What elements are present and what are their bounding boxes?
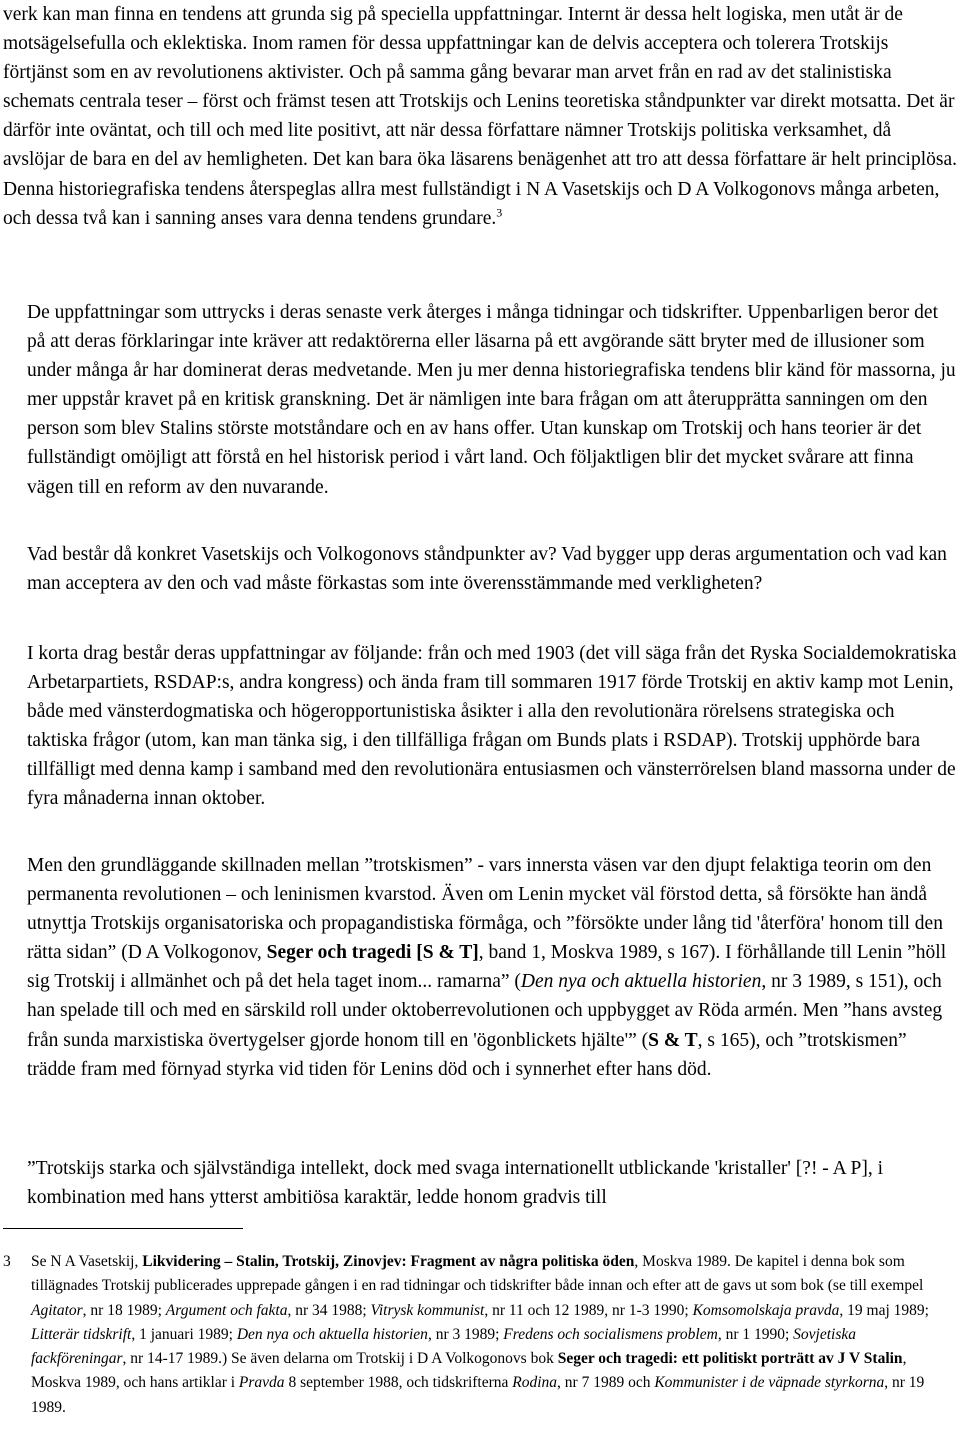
footnote-text-5: , nr 11 och 12 1989, nr 1-3 1990; bbox=[484, 1301, 693, 1319]
paragraph-1 bbox=[3, 0, 957, 233]
footnote-divider bbox=[3, 1228, 243, 1229]
footnote-reference: 3 bbox=[496, 205, 503, 220]
paragraph-5-text-1: Men den grundläggande skillnaden mellan ”trotskismen” - vars innersta väsen var den djupt felaktiga teorin om den permanenta revolutionen – och leninismen kvarstod. Även om Lenin mycket väl förstod detta, så försökte han ändå utnyttja Trotskijs organisatoriska och propagandistiska förmåga, och ”försökte under lång tid 'återföra' honom till den rätta sidan” (D A Volkogonov, bbox=[27, 855, 943, 964]
footnote-text-10: , nr 14-17 1989.) Se även delarna om Trotskij i D A Volkogonovs bok bbox=[122, 1350, 558, 1368]
footnote-newspaper-pravda: Pravda bbox=[238, 1374, 285, 1392]
journal-title: Den nya och aktuella historien bbox=[520, 971, 762, 993]
footnote-text bbox=[31, 1250, 953, 1420]
paragraph-1-text: verk kan man finna en tendens att grunda sig på speciella uppfattningar. Internt är dessa helt logiska, men utåt är de motsägelsefulla och eklektiska. Inom ramen för dessa uppfattningar kan de delvis acceptera och tolerera Trotskijs förtjänst som en av revolutionens aktivister. Och på samma gång bevarar man arvet från en rad av det stalinistiska schemats centrala teser – först och främst tesen att Trotskijs och Lenins teoretiska ståndpunkter var direkt motsatta. Det är därför inte oväntat, och till och med lite positivt, att när dessa författare nämner Trotskijs politiska verksamhet, då avslöjar de bara en del av hemligheten. Det kan bara öka läsarens benägenhet att tro att dessa författare är helt principlösa. Denna historiegrafiska tendens återspeglas allra mest fullständigt i N A Vasetskijs och D A Volkogonovs många arbeten, och dessa två kan i sanning anses vara denna tendens grundare. bbox=[3, 4, 958, 229]
footnote-text-2: , Moskva 1989. De kapitel i denna bok som tillägnades Trotskij publicerades upprepade gången i en rad tidningar och tidskrifter både innan och efter att de gavs ut som bok (se till exempel bbox=[31, 1253, 924, 1295]
book-title-seger-och-tragedi: Seger och tragedi [S & T] bbox=[266, 942, 479, 964]
footnote-text-13: , nr 7 1989 och bbox=[557, 1374, 655, 1392]
footnote-journal-3: Vitrysk kommunist bbox=[370, 1301, 485, 1319]
footnote-journal-6: Den nya och aktuella historien bbox=[236, 1325, 428, 1343]
paragraph-5-text-3: , nr 3 1989, s 151), och han spelade till och med en särskild roll under oktoberrevolutionen och uppbygget av Röda armén. Men ”hans avsteg från sunda marxistiska övertygelser gjorde honom till en 'ögonblickets hjälte'” ( bbox=[27, 971, 943, 1051]
book-abbreviation: S & T bbox=[648, 1029, 698, 1051]
paragraph-5 bbox=[3, 851, 957, 1084]
footnote-text-12: 8 september 1988, och tidskrifterna bbox=[284, 1374, 513, 1392]
footnote-journal-5: Litterär tidskrift bbox=[31, 1325, 132, 1343]
footnote-book-title-2: Seger och tragedi: ett politiskt porträtt av J V Stalin bbox=[557, 1350, 903, 1368]
paragraph-4: I korta drag består deras uppfattningar av följande: från och med 1903 (det vill säga från det Ryska Socialdemokratiska Arbetarpartiets, RSDAP:s, andra kongress) och ända fram till sommaren 1917 förde Trotskij en aktiv kamp mot Lenin, både med vänsterdogmatiska och högeropportunistiska åsikter i alla den revolutionära rörelsens strategiska och taktiska frågor (utom, kan man tänka sig, i den tillfälliga frågan om Bunds plats i RSDAP). Trotskij upphörde bara tillfälligt med denna kamp i samband med den revolutionära entusiasmen och vänsterrörelsen bland massorna under de fyra månaderna innan oktober. bbox=[27, 643, 957, 810]
footnote-text-1: Se N A Vasetskij, bbox=[31, 1253, 143, 1270]
footnote-text-11: , Moskva 1989, och hans artiklar i bbox=[31, 1350, 907, 1392]
paragraph-3: Vad består då konkret Vasetskijs och Volkogonovs ståndpunkter av? Vad bygger upp deras argumentation och vad kan man acceptera av den och vad måste förkastas som inte överensstämmande med verkligheten? bbox=[27, 544, 947, 595]
footnote bbox=[3, 1250, 953, 1420]
footnote-text-8: , nr 3 1989; bbox=[427, 1325, 504, 1343]
footnote-text-4: , nr 34 1988; bbox=[287, 1301, 371, 1319]
paragraph-5-text-4: , s 165), och ”trotskismen” trädde fram med förnyad styrka vid tiden för Lenins död och i synnerhet efter hans död. bbox=[27, 1029, 907, 1080]
footnote-number: 3 bbox=[3, 1253, 11, 1270]
paragraph-2: De uppfattningar som uttrycks i deras senaste verk återges i många tidningar och tidskrifter. Uppenbarligen beror det på att deras förklaringar inte kräver att redaktörerna eller läsarna på ett avgörande sätt bryter med de illusioner som under många år har dominerat deras medvetande. Men ju mer denna historiegrafiska tendens blir känd för massorna, ju mer uppstår kravet på en kritisk granskning. Det är nämligen inte bara frågan om att återupprätta sanningen om den person som blev Stalins störste motståndare och en av hans offer. Utan kunskap om Trotskij och hans teorier är det fullständigt omöjligt att förstå en hel historisk period i vårt land. Och följaktligen blir det mycket svårare att finna vägen till en reform av den nuvarande. bbox=[27, 302, 956, 498]
footnote-journal-7: Fredens och socialismens problem bbox=[503, 1325, 718, 1343]
footnote-journal-1: Agitator bbox=[31, 1301, 83, 1319]
footnote-text-6: , 19 maj 1989; bbox=[839, 1301, 929, 1319]
footnote-text-7: , 1 januari 1989; bbox=[131, 1325, 237, 1343]
footnote-journal-4: Komsomolskaja pravda bbox=[692, 1301, 840, 1319]
footnote-journal-rodina: Rodina bbox=[512, 1374, 558, 1392]
paragraph-5-text-2: , band 1, Moskva 1989, s 167). I förhållande till Lenin ”höll sig Trotskij i allmänhet och på det hela taget inom... ramarna” ( bbox=[27, 942, 947, 993]
footnote-text-9: , nr 1 1990; bbox=[717, 1325, 794, 1343]
footnote-journal-2: Argument och fakta bbox=[165, 1301, 288, 1319]
footnote-text-3: , nr 18 1989; bbox=[82, 1301, 166, 1319]
footnote-book-title-1: Likvidering – Stalin, Trotskij, Zinovjev: Fragment av några politiska öden bbox=[142, 1253, 635, 1270]
footnote-journal-8: Sovjetiska fackföreningar bbox=[31, 1325, 856, 1368]
paragraph-6: ”Trotskijs starka och självständiga intellekt, dock med svaga internationellt utblickande 'kristaller' [?! - A P], i kombination med hans ytterst ambitiösa karaktär, ledde honom gradvis till bbox=[27, 1158, 883, 1209]
footnote-journal-11: Kommunister i de väpnade styrkorna bbox=[654, 1374, 885, 1392]
footnote-text-14: , nr 19 1989. bbox=[31, 1374, 925, 1416]
